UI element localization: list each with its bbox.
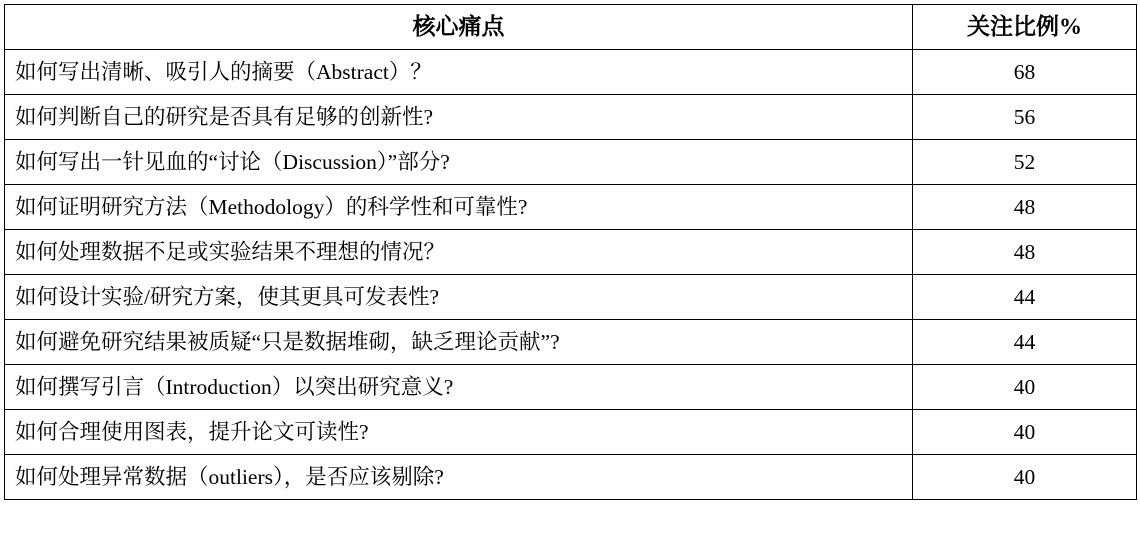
cell-attention-pct: 48 bbox=[913, 230, 1137, 275]
column-header-attention-pct: 关注比例% bbox=[913, 5, 1137, 50]
table-row bbox=[5, 275, 1137, 320]
table-row bbox=[5, 230, 1137, 275]
pain-points-table bbox=[4, 4, 1137, 500]
cell-pain-point: 如何撰写引言（Introduction）以突出研究意义? bbox=[5, 365, 913, 410]
table-header-row bbox=[5, 5, 1137, 50]
column-header-pain-point: 核心痛点 bbox=[5, 5, 913, 50]
table-row bbox=[5, 410, 1137, 455]
cell-pain-point: 如何证明研究方法（Methodology）的科学性和可靠性? bbox=[5, 185, 913, 230]
cell-attention-pct: 40 bbox=[913, 365, 1137, 410]
cell-pain-point: 如何避免研究结果被质疑“只是数据堆砌，缺乏理论贡献”? bbox=[5, 320, 913, 365]
cell-attention-pct: 44 bbox=[913, 275, 1137, 320]
cell-attention-pct: 52 bbox=[913, 140, 1137, 185]
cell-pain-point: 如何处理异常数据（outliers），是否应该剔除? bbox=[5, 455, 913, 500]
cell-attention-pct: 56 bbox=[913, 95, 1137, 140]
cell-attention-pct: 40 bbox=[913, 410, 1137, 455]
cell-attention-pct: 40 bbox=[913, 455, 1137, 500]
cell-attention-pct: 48 bbox=[913, 185, 1137, 230]
table-row bbox=[5, 140, 1137, 185]
cell-pain-point: 如何写出清晰、吸引人的摘要（Abstract）？ bbox=[5, 50, 913, 95]
cell-pain-point: 如何设计实验/研究方案，使其更具可发表性? bbox=[5, 275, 913, 320]
table-header bbox=[5, 5, 1137, 50]
table-row bbox=[5, 320, 1137, 365]
cell-pain-point: 如何合理使用图表，提升论文可读性? bbox=[5, 410, 913, 455]
cell-pain-point: 如何写出一针见血的“讨论（Discussion）”部分? bbox=[5, 140, 913, 185]
table-body bbox=[5, 50, 1137, 500]
cell-pain-point: 如何判断自己的研究是否具有足够的创新性? bbox=[5, 95, 913, 140]
table-row bbox=[5, 95, 1137, 140]
cell-attention-pct: 68 bbox=[913, 50, 1137, 95]
table-row bbox=[5, 50, 1137, 95]
cell-attention-pct: 44 bbox=[913, 320, 1137, 365]
cell-pain-point: 如何处理数据不足或实验结果不理想的情况？ bbox=[5, 230, 913, 275]
table-row bbox=[5, 455, 1137, 500]
table-row bbox=[5, 365, 1137, 410]
table-row bbox=[5, 185, 1137, 230]
